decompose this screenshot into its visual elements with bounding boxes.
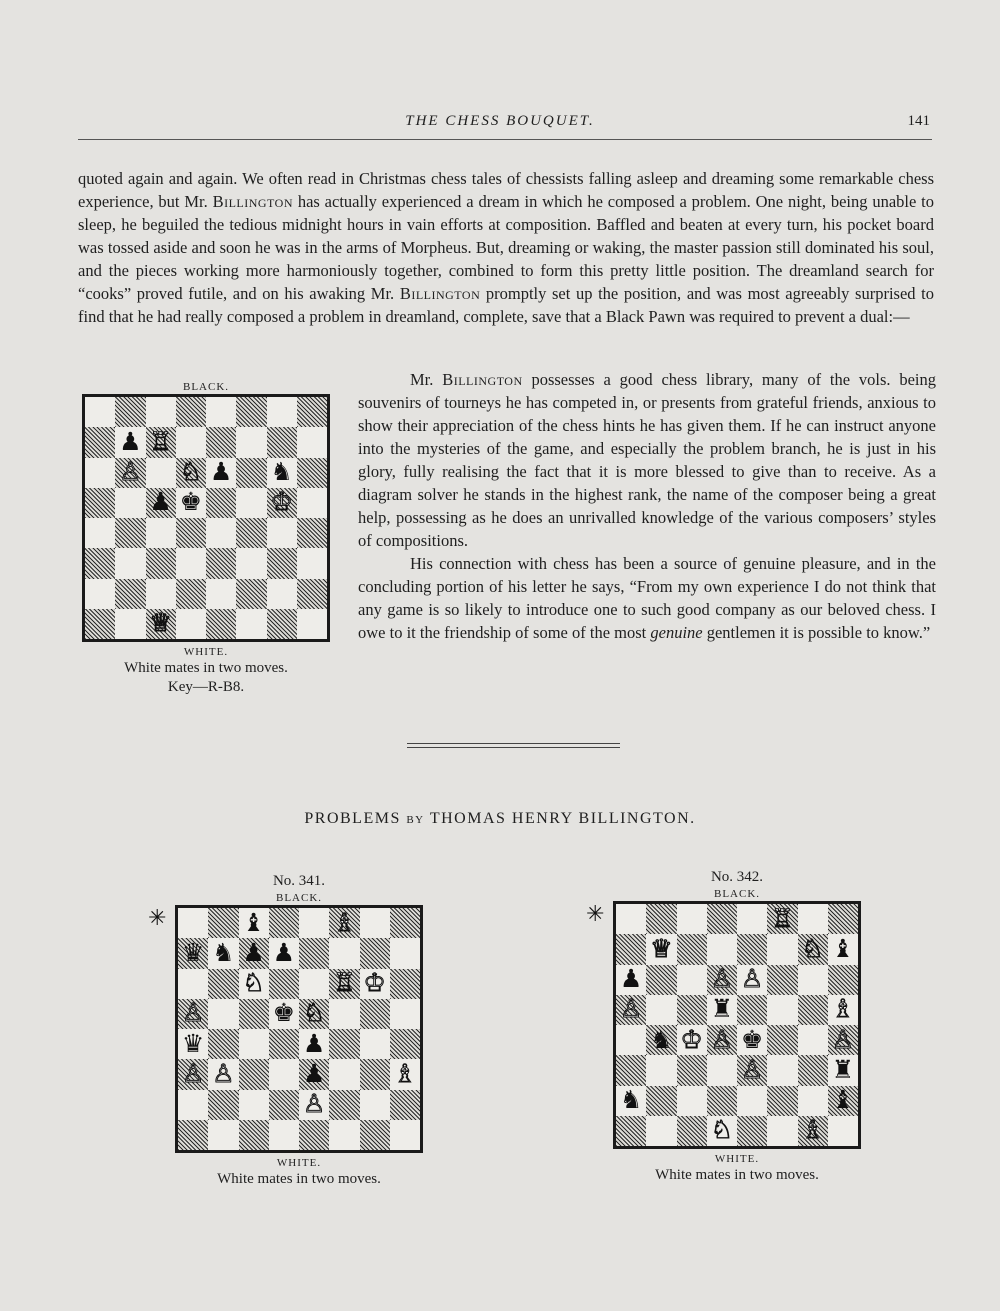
board-square <box>267 397 297 427</box>
white-bishop-icon: ♗ <box>831 996 855 1024</box>
board-square <box>767 1055 797 1085</box>
black-rook-icon: ♜ <box>831 1056 855 1084</box>
board-square <box>178 908 208 938</box>
diagram-key: Key—R-B8. <box>167 679 245 695</box>
board-square <box>239 938 269 968</box>
board-square <box>239 1059 269 1089</box>
board-square <box>616 1116 646 1146</box>
side-column-text <box>358 368 936 644</box>
white-knight-icon: ♘ <box>710 1117 734 1145</box>
board-square <box>176 609 206 639</box>
board-square <box>208 999 238 1029</box>
board-square <box>646 1086 676 1116</box>
board-square <box>269 1029 299 1059</box>
white-knight-icon: ♘ <box>302 1000 326 1028</box>
board-square <box>146 518 176 548</box>
board-square <box>178 1090 208 1120</box>
diagram-caption: White mates in two moves. <box>124 660 288 676</box>
board-square <box>329 1120 359 1150</box>
board-square <box>208 908 238 938</box>
board-square <box>616 934 646 964</box>
board-square <box>178 999 208 1029</box>
board-square <box>236 488 266 518</box>
board-square <box>329 908 359 938</box>
board-square <box>297 579 327 609</box>
side-paragraph-connection <box>358 552 936 644</box>
board-square <box>828 1025 858 1055</box>
board-square <box>390 908 420 938</box>
black-label: BLACK. <box>182 381 230 393</box>
board-square <box>737 1086 767 1116</box>
white-rook-icon: ♖ <box>149 428 172 456</box>
board-square <box>236 548 266 578</box>
board-square <box>269 969 299 999</box>
board-square <box>206 488 236 518</box>
black-pawn-icon: ♟ <box>302 1060 326 1088</box>
board-square <box>616 995 646 1025</box>
board-square <box>267 458 297 488</box>
white-queen-icon: ♕ <box>149 610 172 638</box>
black-bishop-icon: ♝ <box>831 935 855 963</box>
white-king-icon: ♔ <box>680 1026 703 1054</box>
board-square <box>176 427 206 457</box>
white-pawn-icon: ♙ <box>619 996 643 1024</box>
black-pawn-icon: ♟ <box>619 966 643 994</box>
board-square <box>115 548 145 578</box>
black-knight-icon: ♞ <box>650 1026 673 1054</box>
black-queen-icon: ♛ <box>181 939 205 967</box>
problem-caption: White mates in two moves. <box>655 1167 819 1183</box>
board-square <box>178 1059 208 1089</box>
board-square <box>677 1055 707 1085</box>
board-square <box>208 1090 238 1120</box>
name-billington: Billington <box>212 192 293 211</box>
board-square <box>208 938 238 968</box>
board-square <box>616 1055 646 1085</box>
board-square <box>360 1029 390 1059</box>
problem-number: No. 342. <box>710 869 764 885</box>
board-square <box>798 1086 828 1116</box>
board-square <box>267 609 297 639</box>
board-square <box>798 1055 828 1085</box>
board-square <box>85 548 115 578</box>
board-square <box>707 1055 737 1085</box>
white-pawn-icon: ♙ <box>212 1060 235 1088</box>
board-square <box>206 458 236 488</box>
board-square <box>236 427 266 457</box>
board-square <box>737 965 767 995</box>
white-label: WHITE. <box>276 1157 322 1169</box>
board-square <box>85 609 115 639</box>
black-label: BLACK. <box>713 888 761 900</box>
board-square <box>267 427 297 457</box>
board-square <box>299 969 329 999</box>
board-square <box>329 999 359 1029</box>
black-queen-icon: ♛ <box>181 1030 205 1058</box>
board-square <box>146 458 176 488</box>
board-square <box>798 995 828 1025</box>
board-square <box>267 579 297 609</box>
board-square <box>178 969 208 999</box>
board-square <box>85 579 115 609</box>
white-pawn-icon: ♙ <box>740 966 764 994</box>
black-bishop-icon: ♝ <box>831 1087 855 1115</box>
board-square <box>115 458 145 488</box>
white-rook-icon: ♖ <box>771 905 794 933</box>
black-knight-icon: ♞ <box>270 459 293 487</box>
intro-paragraph <box>78 167 934 328</box>
board-square <box>239 1120 269 1150</box>
section-title-problems: PROBLEMS <box>304 810 401 827</box>
board-wrap <box>82 394 330 642</box>
board-wrap <box>148 905 423 1153</box>
board-square <box>707 1116 737 1146</box>
board-square <box>178 938 208 968</box>
board-square <box>176 488 206 518</box>
black-pawn-icon: ♟ <box>149 489 172 517</box>
board-square <box>269 1120 299 1150</box>
board-square <box>85 518 115 548</box>
board-square <box>299 999 329 1029</box>
board-square <box>616 1086 646 1116</box>
board-square <box>767 1025 797 1055</box>
white-bishop-icon: ♗ <box>393 1060 417 1088</box>
board-square <box>299 938 329 968</box>
board-square <box>390 1120 420 1150</box>
board-square <box>206 427 236 457</box>
board-square <box>85 458 115 488</box>
black-pawn-icon: ♟ <box>119 428 142 456</box>
board-square <box>329 1059 359 1089</box>
board-square <box>115 518 145 548</box>
board-square <box>646 904 676 934</box>
board-square <box>115 579 145 609</box>
black-label: BLACK. <box>275 892 323 904</box>
board-square <box>297 609 327 639</box>
board-square <box>677 1025 707 1055</box>
white-knight-icon: ♘ <box>801 935 824 963</box>
board-square <box>360 908 390 938</box>
header-rule <box>78 139 932 140</box>
board-square <box>178 1029 208 1059</box>
board-square <box>828 904 858 934</box>
board-square <box>85 427 115 457</box>
board-square <box>236 458 266 488</box>
board-square <box>178 1120 208 1150</box>
board-square <box>616 965 646 995</box>
board-square <box>828 934 858 964</box>
white-pawn-icon: ♙ <box>181 1060 205 1088</box>
board-square <box>299 1120 329 1150</box>
board-square <box>707 995 737 1025</box>
white-rook-icon: ♖ <box>333 970 356 998</box>
intro-text-1: quoted again and again. We often read in Christmas chess tales of chessists falling asleep and dreaming some remarkable chess experience, but Mr. <box>78 169 934 211</box>
running-header-title: THE CHESS BOUQUET. <box>405 113 595 129</box>
board-square <box>269 1090 299 1120</box>
board-square <box>267 518 297 548</box>
board-square <box>707 1025 737 1055</box>
board-square <box>208 1059 238 1089</box>
black-knight-icon: ♞ <box>619 1087 643 1115</box>
board-square <box>146 427 176 457</box>
board-square <box>239 1090 269 1120</box>
board-square <box>798 965 828 995</box>
board-square <box>297 488 327 518</box>
white-pawn-icon: ♙ <box>831 1026 855 1054</box>
board-square <box>828 965 858 995</box>
board-square <box>236 579 266 609</box>
board-square <box>208 1120 238 1150</box>
white-pawn-icon: ♙ <box>710 1026 734 1054</box>
board-square <box>677 995 707 1025</box>
board-square <box>737 995 767 1025</box>
board-square <box>677 965 707 995</box>
board-square <box>208 969 238 999</box>
side-text-1: Mr. <box>410 370 443 389</box>
board-square <box>707 1086 737 1116</box>
board-square <box>329 969 359 999</box>
board-square <box>828 995 858 1025</box>
board-square <box>646 965 676 995</box>
board-square <box>297 458 327 488</box>
board-square <box>115 488 145 518</box>
board-square <box>360 969 390 999</box>
board-square <box>269 908 299 938</box>
chess-board <box>613 901 861 1149</box>
side-text-2: possesses a good chess library, many of the vols. being souvenirs of tourneys he has competed in, or presents from grateful friends, anxious to show their appreciation of the chess hints he has given them. If he can instruct anyone into the mysteries of the game, and especially the problem branch, he is just in his glory, fully realising the fact that it is more blessed to give than to receive. As a diagram solver he stands in the highest rank, the name of the composer being a great help, possessing as he does an unrivalled knowledge of the various composers’ styles of compositions. <box>358 370 936 550</box>
board-square <box>206 609 236 639</box>
board-square <box>677 1086 707 1116</box>
name-billington: Billington <box>399 284 481 303</box>
white-pawn-icon: ♙ <box>119 459 142 487</box>
board-square <box>115 609 145 639</box>
black-knight-icon: ♞ <box>212 939 235 967</box>
board-square <box>390 938 420 968</box>
board-square <box>707 934 737 964</box>
board-square <box>677 904 707 934</box>
black-pawn-icon: ♟ <box>302 1030 326 1058</box>
board-square <box>646 1055 676 1085</box>
board-square <box>206 548 236 578</box>
black-pawn-icon: ♟ <box>272 939 296 967</box>
board-square <box>737 1025 767 1055</box>
board-square <box>737 934 767 964</box>
board-square <box>115 397 145 427</box>
board-square <box>176 518 206 548</box>
board-square <box>767 934 797 964</box>
white-bishop-icon: ♗ <box>333 909 356 937</box>
board-square <box>176 548 206 578</box>
section-title-by: BY <box>406 814 425 826</box>
board-square <box>85 397 115 427</box>
white-pawn-icon: ♙ <box>740 1056 764 1084</box>
white-label: WHITE. <box>714 1153 760 1165</box>
problem-number: No. 341. <box>272 873 326 889</box>
board-square <box>267 548 297 578</box>
board-square <box>828 1055 858 1085</box>
board-square <box>616 1025 646 1055</box>
section-title-author: THOMAS HENRY BILLINGTON. <box>429 810 696 827</box>
board-square <box>360 938 390 968</box>
board-square <box>798 1116 828 1146</box>
board-square <box>146 397 176 427</box>
board-square <box>828 1086 858 1116</box>
board-square <box>767 904 797 934</box>
intro-text-2: has actually experienced a dream in which he composed a problem. One night, being unable to sleep, he beguiled the tedious midnight hours in vain efforts at composition. Baffled and beaten at every turn, his pocket board was tossed aside and soon he was in the arms of Morpheus. But, dreaming or waking, the master passion still dominated his soul, and the pieces working more harmoniously together, combined to form this pretty little position. The dreamland search for “cooks” proved futile, and on his awaking Mr. <box>78 192 934 303</box>
name-billington: Billington <box>442 370 523 389</box>
side-text-4: gentlemen it is possible to know.” <box>702 623 931 642</box>
board-square <box>176 397 206 427</box>
board-square <box>360 1059 390 1089</box>
board-square <box>176 458 206 488</box>
board-wrap <box>586 901 861 1149</box>
board-square <box>767 995 797 1025</box>
board-square <box>299 1090 329 1120</box>
board-square <box>767 1086 797 1116</box>
board-square <box>707 904 737 934</box>
board-square <box>677 934 707 964</box>
board-square <box>737 1055 767 1085</box>
board-square <box>85 488 115 518</box>
board-square <box>146 579 176 609</box>
board-square <box>646 1116 676 1146</box>
board-square <box>390 1059 420 1089</box>
black-rook-icon: ♜ <box>710 996 734 1024</box>
section-title <box>0 810 1000 828</box>
board-square <box>329 1029 359 1059</box>
board-square <box>115 427 145 457</box>
board-square <box>239 969 269 999</box>
board-square <box>176 579 206 609</box>
white-king-icon: ♔ <box>270 489 293 517</box>
board-square <box>297 548 327 578</box>
dream-problem-diagram <box>82 380 330 697</box>
board-square <box>269 938 299 968</box>
board-square <box>390 1090 420 1120</box>
board-square <box>236 518 266 548</box>
board-square <box>646 934 676 964</box>
board-square <box>146 609 176 639</box>
board-square <box>737 904 767 934</box>
black-pawn-icon: ♟ <box>242 939 265 967</box>
board-square <box>299 908 329 938</box>
board-square <box>329 938 359 968</box>
side-text-3: His connection with chess has been a source of genuine pleasure, and in the concluding portion of his letter he says, “From my own experience I do not think that any game is so likely to introduce one to such good company as our beloved chess. I owe to it the friendship of some of the most <box>358 554 936 642</box>
board-square <box>707 965 737 995</box>
board-square <box>828 1116 858 1146</box>
board-square <box>267 488 297 518</box>
board-square <box>269 1059 299 1089</box>
board-square <box>390 1029 420 1059</box>
board-square <box>798 934 828 964</box>
white-pawn-icon: ♙ <box>302 1091 326 1119</box>
board-square <box>767 965 797 995</box>
board-square <box>299 1059 329 1089</box>
black-king-icon: ♚ <box>740 1026 764 1054</box>
black-pawn-icon: ♟ <box>209 459 233 487</box>
board-square <box>146 488 176 518</box>
board-square <box>329 1090 359 1120</box>
emphasis-genuine: genuine <box>650 623 703 642</box>
white-knight-icon: ♘ <box>242 970 265 998</box>
black-king-icon: ♚ <box>179 489 203 517</box>
board-square <box>206 518 236 548</box>
board-square <box>236 609 266 639</box>
board-square <box>737 1116 767 1146</box>
section-divider <box>407 743 620 748</box>
black-bishop-icon: ♝ <box>242 909 265 937</box>
board-square <box>269 999 299 1029</box>
board-square <box>646 1025 676 1055</box>
board-square <box>299 1029 329 1059</box>
board-square <box>239 1029 269 1059</box>
board-square <box>206 397 236 427</box>
board-square <box>236 397 266 427</box>
page-number: 141 <box>907 113 930 129</box>
board-square <box>646 995 676 1025</box>
white-label: WHITE. <box>183 646 229 658</box>
white-king-icon: ♔ <box>363 970 386 998</box>
board-square <box>798 1025 828 1055</box>
board-square <box>360 1090 390 1120</box>
chess-board <box>175 905 423 1153</box>
white-pawn-icon: ♙ <box>181 1000 205 1028</box>
white-pawn-icon: ♙ <box>710 966 734 994</box>
board-square <box>239 908 269 938</box>
board-square <box>798 904 828 934</box>
board-square <box>360 1120 390 1150</box>
intro-text-3: promptly set up the position, and was most agreeably surprised to find that he had really composed a problem in dreamland, complete, save that a Black Pawn was required to prevent a dual:— <box>78 284 934 326</box>
black-king-icon: ♚ <box>272 1000 296 1028</box>
board-square <box>390 999 420 1029</box>
board-square <box>297 518 327 548</box>
asterisk-icon: ✳ <box>586 901 605 926</box>
problem-341 <box>148 872 423 1189</box>
problem-342 <box>586 868 861 1185</box>
problem-caption: White mates in two moves. <box>217 1171 381 1187</box>
white-knight-icon: ♘ <box>179 459 203 487</box>
chess-board <box>82 394 330 642</box>
board-square <box>390 969 420 999</box>
board-square <box>239 999 269 1029</box>
asterisk-icon: ✳ <box>148 905 167 930</box>
board-square <box>767 1116 797 1146</box>
board-square <box>208 1029 238 1059</box>
white-queen-icon: ♕ <box>650 935 673 963</box>
board-square <box>677 1116 707 1146</box>
side-paragraph-library <box>358 368 936 552</box>
board-square <box>206 579 236 609</box>
board-square <box>360 999 390 1029</box>
board-square <box>297 397 327 427</box>
board-square <box>297 427 327 457</box>
board-square <box>616 904 646 934</box>
board-square <box>146 548 176 578</box>
white-bishop-icon: ♗ <box>801 1117 824 1145</box>
